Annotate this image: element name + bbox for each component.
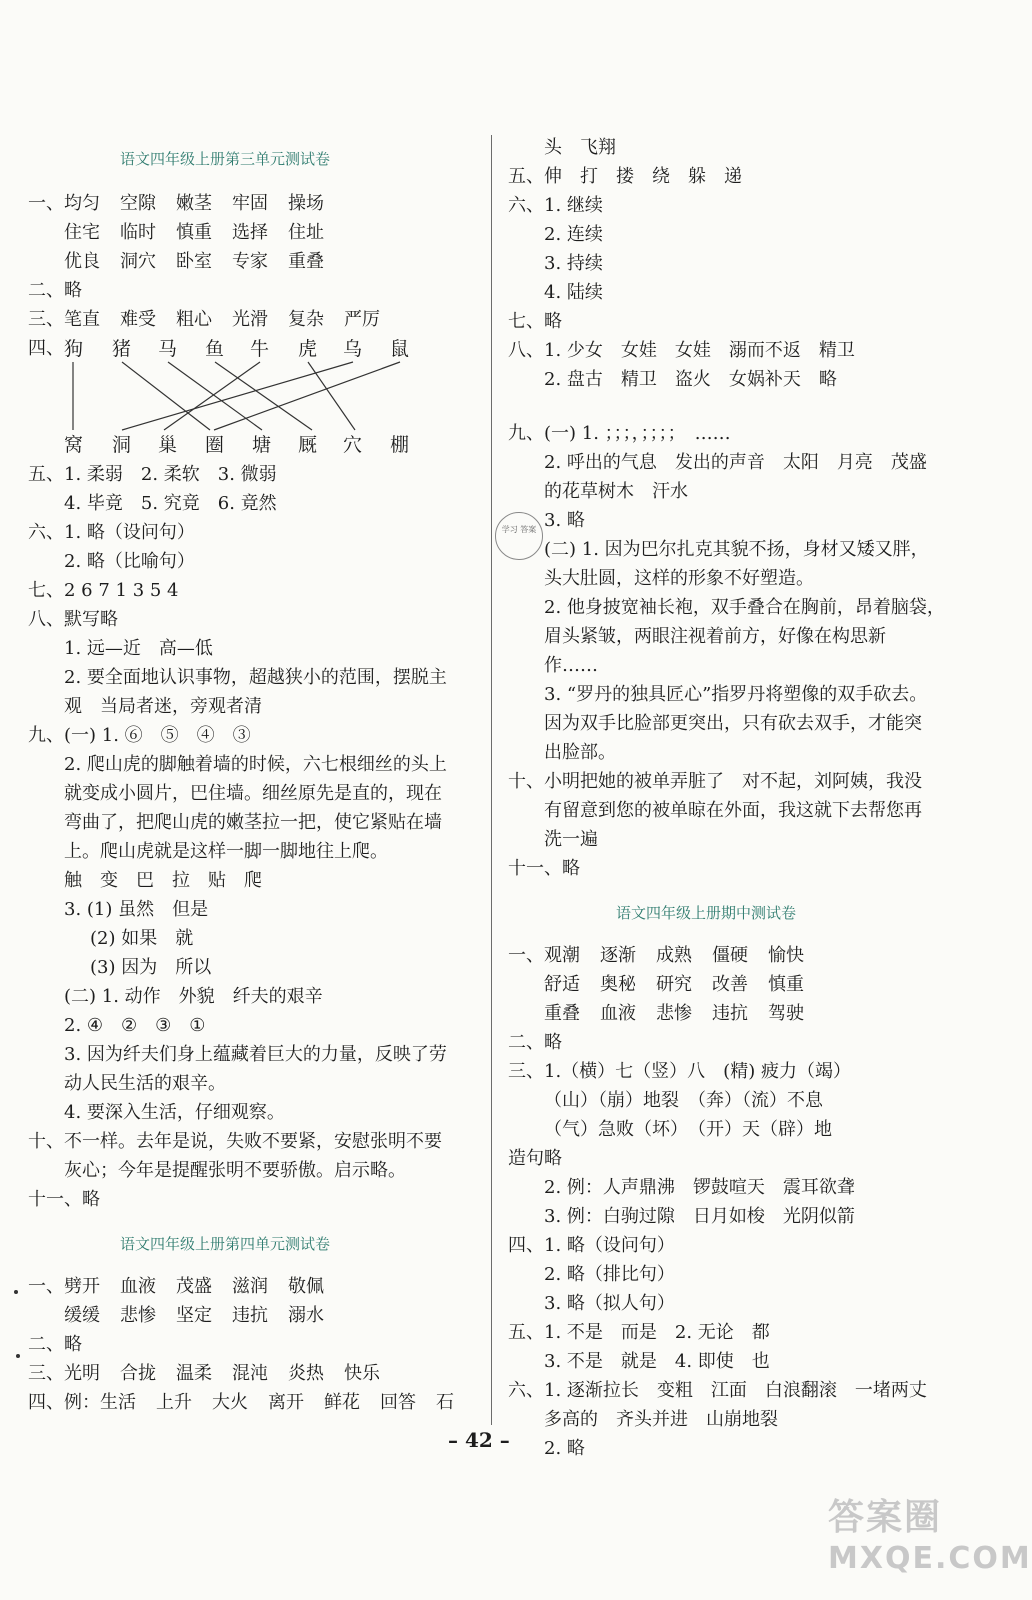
answer-label: 四、	[28, 338, 64, 359]
answer-line: 一、劈开 血液 茂盛 滋润 敬佩	[28, 1276, 324, 1297]
answer-line: 五、1. 不是 而是 2. 无论 都	[508, 1322, 770, 1343]
answer-line: 2. 要全面地认识事物，超越狭小的范围，摆脱主	[64, 667, 447, 688]
answer-line: 六、1. 逐渐拉长 变粗 江面 白浪翻滚 一堵两丈	[508, 1380, 927, 1401]
answer-line: (二) 1. 因为巴尔扎克其貌不扬，身材又矮又胖，	[544, 539, 929, 560]
answer-line: 2. 略	[544, 1438, 585, 1459]
answer-line: 2. 他身披宽袖长袍，双手叠合在胸前，昂着脑袋，	[544, 597, 945, 618]
match-home: 塘	[252, 434, 272, 456]
match-home: 棚	[390, 434, 410, 456]
answer-line: 头大肚圆，这样的形象不好塑造。	[544, 568, 814, 589]
answer-line: 二、略	[508, 1032, 562, 1053]
match-line	[308, 362, 355, 430]
answer-line: 多高的 齐头并进 山崩地裂	[544, 1409, 778, 1430]
match-animal: 鱼	[205, 338, 225, 360]
answer-line: 4. 要深入生活，仔细观察。	[64, 1102, 285, 1123]
answer-line: 弯曲了，把爬山虎的嫩茎拉一把，使它紧贴在墙	[64, 812, 442, 833]
match-line	[214, 362, 400, 430]
match-animal: 牛	[250, 338, 270, 360]
section-title: 语文四年级上册期中测试卷	[616, 904, 797, 922]
answer-line: 四、1. 略（设问句）	[508, 1235, 675, 1256]
answer-line: 2. 例：人声鼎沸 锣鼓喧天 震耳欲聋	[544, 1177, 855, 1198]
answer-line: 就变成小圆片，巴住墙。细丝原先是直的，现在	[64, 783, 442, 804]
answer-line: 作……	[544, 655, 598, 676]
answer-line: 一、观潮 逐渐 成熟 僵硬 愉快	[508, 945, 804, 966]
answer-line: 造句略	[508, 1148, 562, 1169]
answer-line: 重叠 血液 悲惨 违抗 驾驶	[544, 1003, 804, 1024]
answer-line: 3. 持续	[544, 253, 603, 274]
answer-line: 因为双手比脸部更突出，只有砍去双手，才能突	[544, 713, 922, 734]
match-home: 厩	[298, 434, 318, 456]
match-line	[122, 362, 353, 430]
answer-line: 2. 略（比喻句）	[64, 551, 195, 572]
answer-line: （山）（崩）地裂 （奔）（流）不息	[544, 1090, 823, 1111]
page-number: – 42 –	[448, 1428, 510, 1452]
answer-line: 六、1. 略（设问句）	[28, 522, 195, 543]
stamp: 学习 答案	[495, 512, 543, 560]
answer-line: 优良 洞穴 卧室 专家 重叠	[64, 251, 324, 272]
answer-line: 三、笔直 难受 粗心 光滑 复杂 严厉	[28, 309, 380, 330]
answer-line: 二、略	[28, 280, 82, 301]
answer-line: 3. 例：白驹过隙 日月如梭 光阴似箭	[544, 1206, 855, 1227]
answer-line: 二、略	[28, 1334, 82, 1355]
answer-line: 一、均匀 空隙 嫩茎 牢固 操场	[28, 193, 324, 214]
answer-line: 3. 略	[544, 510, 585, 531]
match-animal: 鼠	[390, 338, 410, 360]
answer-line: 七、略	[508, 311, 562, 332]
answer-line: 4. 陆续	[544, 282, 603, 303]
answer-line: (2) 如果 就	[90, 928, 194, 949]
answer-line: 2. ④ ② ③ ①	[64, 1015, 206, 1036]
answer-line: 八、默写略	[28, 609, 118, 630]
answer-line: 洗一遍	[544, 829, 598, 850]
match-line	[168, 362, 262, 430]
answer-line: 七、2 6 7 1 3 5 4	[28, 580, 179, 601]
answer-line: 的花草树木 汗水	[544, 481, 688, 502]
answer-line: 头 飞翔	[544, 137, 616, 158]
answer-line: 2. 盘古 精卫 盗火 女娲补天 略	[544, 369, 837, 390]
answer-line: 2. 呼出的气息 发出的声音 太阳 月亮 茂盛	[544, 452, 927, 473]
answer-line: 3. (1) 虽然 但是	[64, 899, 209, 920]
answer-line: 1. 远—近 高—低	[64, 638, 213, 659]
answer-line: 十、不一样。去年是说，失败不要紧，安慰张明不要	[28, 1131, 442, 1152]
column-divider	[491, 135, 492, 1425]
answer-line: 3. 不是 就是 4. 即使 也	[544, 1351, 770, 1372]
scan-mark	[14, 1290, 18, 1294]
match-home: 巢	[158, 434, 178, 456]
match-line	[164, 362, 260, 430]
answer-line: 2. 连续	[544, 224, 603, 245]
answer-line: 六、1. 继续	[508, 195, 603, 216]
answer-line: 3. 略（拟人句）	[544, 1293, 675, 1314]
answer-line: 4. 毕竟 5. 究竟 6. 竟然	[64, 493, 277, 514]
answer-line: 九、(一) 1. ⑥ ⑤ ④ ③	[28, 725, 251, 746]
answer-line: 住宅 临时 慎重 选择 住址	[64, 222, 324, 243]
match-home: 窝	[64, 434, 84, 456]
answer-line: 3. 因为纤夫们身上蕴藏着巨大的力量，反映了劳	[64, 1044, 447, 1065]
match-animal: 虎	[298, 338, 318, 360]
match-animal: 狗	[64, 338, 84, 360]
match-line	[215, 362, 312, 430]
answer-line: (3) 因为 所以	[90, 957, 212, 978]
section-title: 语文四年级上册第三单元测试卷	[120, 150, 331, 168]
answer-line: 八、1. 少女 女娃 女娃 溺而不返 精卫	[508, 340, 855, 361]
answer-line: 三、1.（横）七（竖）八 (精) 疲力（竭）	[508, 1061, 851, 1082]
answer-line: 上。爬山虎就是这样一脚一脚地往上爬。	[64, 841, 388, 862]
answer-line: 五、伸 打 搂 绕 躲 递	[508, 166, 742, 187]
match-animal: 马	[158, 338, 178, 360]
section-title: 语文四年级上册第四单元测试卷	[120, 1235, 331, 1253]
answer-line: 舒适 奥秘 研究 改善 慎重	[544, 974, 804, 995]
answer-line: 九、(一) 1. ；；；，；；；； ……	[508, 423, 731, 444]
answer-line: 五、1. 柔弱 2. 柔软 3. 微弱	[28, 464, 277, 485]
answer-line: 2. 爬山虎的脚触着墙的时候，六七根细丝的头上	[64, 754, 447, 775]
answer-line: 四、例：生活 上升 大火 离开 鲜花 回答 石	[28, 1392, 454, 1413]
answer-line: 动人民生活的艰辛。	[64, 1073, 226, 1094]
answer-line: 十一、略	[508, 858, 580, 879]
answer-line: 十、小明把她的被单弄脏了 对不起，刘阿姨，我没	[508, 771, 922, 792]
match-animal: 乌	[343, 338, 363, 360]
answer-line: (二) 1. 动作 外貌 纤夫的艰辛	[64, 986, 323, 1007]
scan-mark	[16, 1354, 20, 1358]
answer-line: 十一、略	[28, 1189, 100, 1210]
answer-line: 三、光明 合拢 温柔 混沌 炎热 快乐	[28, 1363, 380, 1384]
watermark-logo: 答案圈 MXQE.COM	[828, 1497, 1032, 1576]
match-home: 洞	[112, 434, 132, 456]
matching-lines	[0, 0, 490, 460]
answer-line: 出脸部。	[544, 742, 616, 763]
answer-line: 缓缓 悲惨 坚定 违抗 溺水	[64, 1305, 324, 1326]
match-home: 穴	[343, 434, 363, 456]
answer-line: 眉头紧皱，两眼注视着前方，好像在构思新	[544, 626, 886, 647]
match-animal: 猪	[112, 338, 132, 360]
answer-line: 触 变 巴 拉 贴 爬	[64, 870, 262, 891]
answer-line: 观 当局者迷，旁观者清	[64, 696, 262, 717]
answer-line: 2. 略（排比句）	[544, 1264, 675, 1285]
answer-line: 灰心；今年是提醒张明不要骄傲。启示略。	[64, 1160, 406, 1181]
match-line	[122, 362, 210, 430]
answer-line: 有留意到您的被单晾在外面，我这就下去帮您再	[544, 800, 922, 821]
answer-line: （气）急败（坏） （开）天（辟）地	[544, 1119, 832, 1140]
answer-line: 3. “罗丹的独具匠心”指罗丹将塑像的双手砍去。	[544, 684, 928, 705]
match-home: 圈	[205, 434, 225, 456]
